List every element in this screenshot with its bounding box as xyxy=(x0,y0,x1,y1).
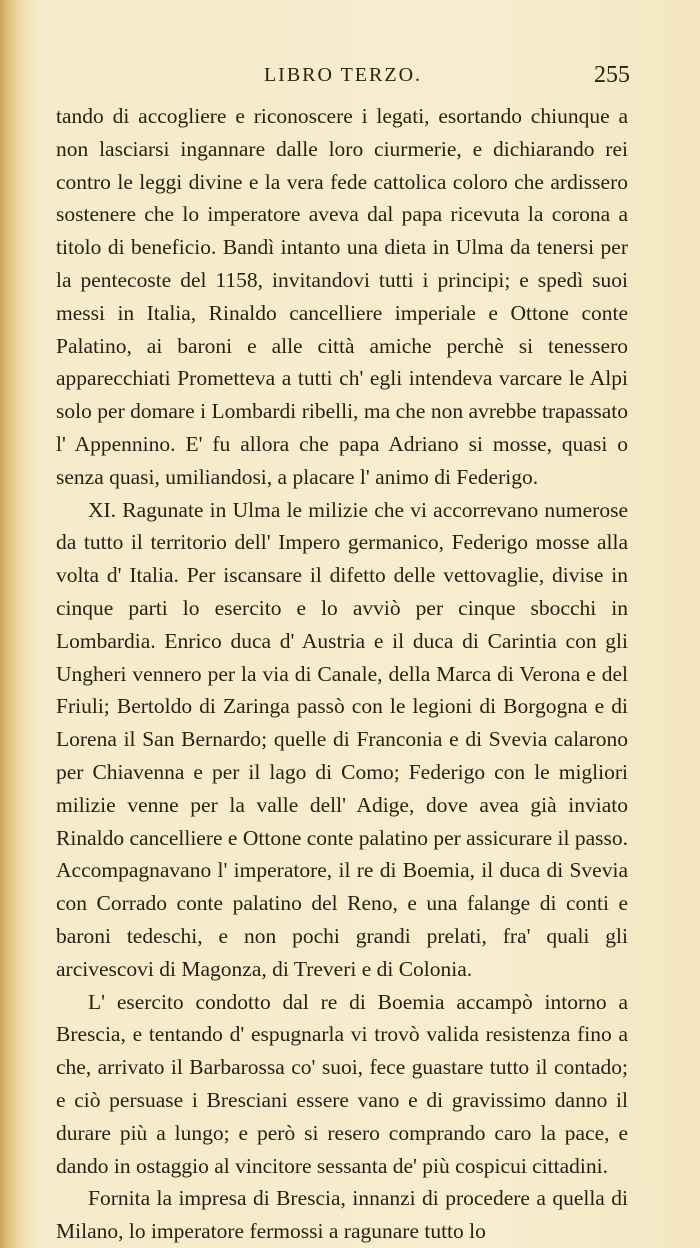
paragraph-milan: Fornita la impresa di Brescia, innanzi di procedere a quella di Milano, lo imperatore fermossi a ragunare tutto lo xyxy=(56,1186,628,1244)
page-number: 255 xyxy=(594,62,630,88)
paragraph-continuation: tando di accogliere e riconoscere i legati, esortando chiunque a non lasciarsi ingannare dalle loro ciurmerie, e dichiarando rei contro le leggi divine e la vera fede cattolica coloro che ardissero sostenere che lo imperatore aveva dal papa ricevuta la corona a titolo di beneficio. Bandì intanto una dieta in Ulma da tenersi per la pentecoste del 1158, invitandovi tutti i principi; e spedì suoi messi in Italia, Rinaldo cancelliere imperiale e Ottone conte Palatino, ai baroni e alle città amiche perchè si tenessero apparecchiati Prometteva a tutti ch' egli intendeva varcare le Alpi solo per domare i Lombardi ribelli, ma che non avrebbe trapassato l' Appennino. E' fu allora che papa Adriano si mosse, quasi o senza quasi, umiliandosi, a placare l' animo di Federigo. xyxy=(56,104,628,489)
paragraph-section-xi: XI. Ragunate in Ulma le milizie che vi accorrevano numerose da tutto il territorio dell' Impero germanico, Federigo mosse alla volta d' Italia. Per iscansare il difetto delle vettovaglie, divise in cinque parti lo esercito e lo avviò per cinque sbocchi in Lombardia. Enrico duca d' Austria e il duca di Carintia con gli Ungheri vennero per la via di Canale, della Marca di Verona e del Friuli; Bertoldo di Zaringa passò con le legioni di Borgogna e di Lorena il San Bernardo; quelle di Franconia e di Svevia calarono per Chiavenna e per il lago di Como; Federigo con le migliori milizie venne per la valle dell' Adige, dove avea già inviato Rinaldo cancelliere e Ottone conte palatino per assicurare il passo. Accompagnavano l' imperatore, il re di Boemia, il duca di Svevia con Corrado conte palatino del Reno, e una falange di conti e baroni tedeschi, e non pochi grandi prelati, fra' quali gli arcivescovi di Magonza, di Treveri e di Colonia. xyxy=(56,497,628,981)
page-header xyxy=(56,64,630,94)
running-title: LIBRO TERZO. xyxy=(263,64,423,86)
body-text xyxy=(56,100,628,1248)
paragraph-brescia-siege: L' esercito condotto dal re di Boemia accampò intorno a Brescia, e tentando d' espugnarla vi trovò valida resistenza fino a che, arrivato il Barbarossa co' suoi, fece guastare tutto il contado; e ciò persuase i Bresciani essere vano e di gravissimo danno il durare più a lungo; e però si resero comprando caro la pace, e dando in ostaggio al vincitore sessanta de' più cospicui cittadini. xyxy=(56,989,628,1178)
